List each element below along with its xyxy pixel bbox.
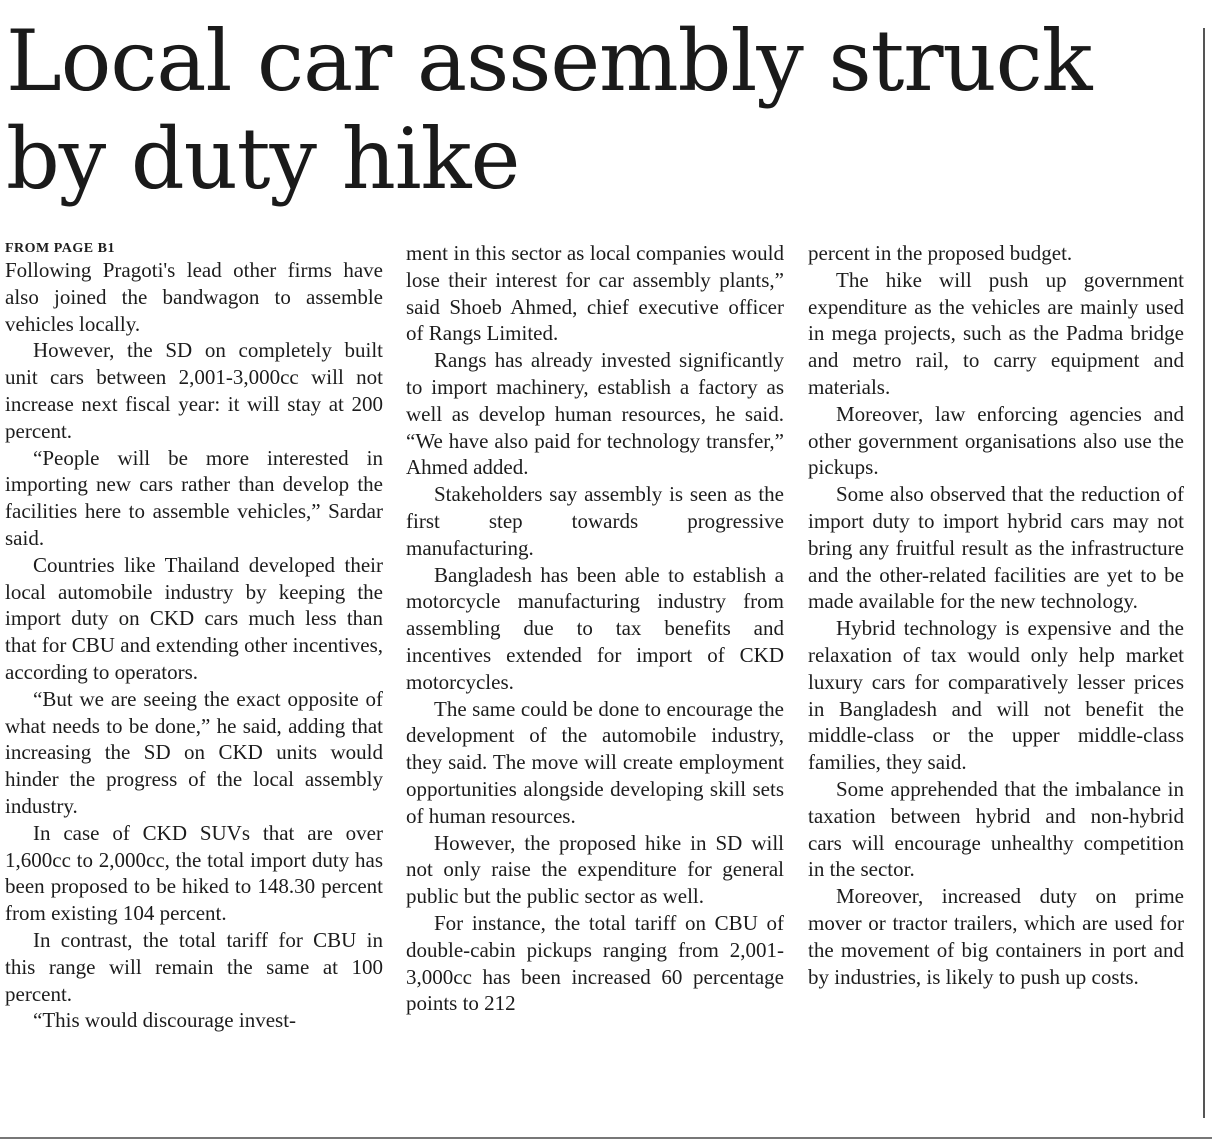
paragraph: The same could be done to encourage the development of the automobile industry, they said. The move will create employment opportunities alongside developing skill sets of human resources. — [406, 696, 784, 828]
paragraph: “But we are seeing the exact opposite of what needs to be done,” he said, adding that increasing the SD on CKD units would hinder the progress of the local assembly industry. — [5, 686, 383, 818]
paragraph: However, the proposed hike in SD will not only raise the expenditure for general public but the public sector as well. — [406, 830, 784, 909]
headline — [6, 12, 1186, 208]
paragraph: In case of CKD SUVs that are over 1,600cc to 2,000cc, the total import duty has been proposed to be hiked to 148.30 percent from existing 104 percent. — [5, 820, 383, 926]
paragraph-continued: percent in the proposed budget. — [808, 241, 1073, 265]
paragraph: Rangs has already invested significantly to import machinery, establish a factory as well as develop human resources, he said. “We have also paid for technology transfer,” Ahmed added. — [406, 348, 784, 480]
paragraph: Bangladesh has been able to establish a motorcycle manufacturing industry from assembling due to tax benefits and incentives extended for import of CKD motorcycles. — [406, 562, 784, 694]
paragraph: Stakeholders say assembly is seen as the first step towards progressive manufacturing. — [406, 482, 784, 560]
column-rule-right — [1203, 28, 1205, 1118]
paragraph: “This would discourage invest- — [33, 1008, 297, 1033]
bottom-rule — [0, 1137, 1212, 1139]
paragraph: Some also observed that the reduction of import duty to import hybrid cars may not bring any fruitful result as the infrastructure and the other-related facilities are yet to be made available for the new technology. — [808, 482, 1184, 614]
paragraph: “People will be more interested in importing new cars rather than develop the facilities here to assemble vehicles,” Sardar said. — [5, 445, 383, 550]
paragraph: In contrast, the total tariff for CBU in this range will remain the same at 100 percent. — [5, 927, 383, 1006]
paragraph: Hybrid technology is expensive and the relaxation of tax would only help market luxury cars for comparatively lesser prices in Bangladesh and will not benefit the middle-class or the upper middle-class families, they said. — [808, 616, 1184, 775]
paragraph: Some apprehended that the imbalance in taxation between hybrid and non-hybrid cars will encourage unhealthy competition in the sector. — [808, 776, 1184, 882]
paragraph: Following Pragoti's lead other firms have also joined the bandwagon to assemble vehicles locally. — [5, 258, 383, 336]
paragraph: Moreover, law enforcing agencies and other government organisations also use the pickups. — [808, 401, 1184, 480]
headline-line-1: Local car assembly struck — [6, 12, 1092, 110]
paragraph: Countries like Thailand developed their local automobile industry by keeping the import duty on CKD cars much less than that for CBU and extending other incentives, according to operators. — [5, 552, 383, 684]
article-column-3 — [808, 240, 1184, 990]
kicker: FROM PAGE B1 — [5, 241, 115, 256]
paragraph: Moreover, increased duty on prime mover or tractor trailers, which are used for the movement of big containers in port and by industries, is likely to push up costs. — [808, 884, 1184, 989]
paragraph: However, the SD on completely built unit cars between 2,001-3,000cc will not increase next fiscal year: it will stay at 200 percent. — [5, 338, 383, 443]
paragraph: For instance, the total tariff on CBU of double-cabin pickups ranging from 2,001-3,000cc has been increased 60 percentage points to 212 — [406, 910, 784, 1016]
headline-line-2: by duty hike — [6, 110, 520, 208]
paragraph: The hike will push up government expenditure as the vehicles are mainly used in mega projects, such as the Padma bridge and metro rail, to carry equipment and materials. — [808, 267, 1184, 399]
paragraph-continued: ment in this sector as local companies would lose their interest for car assembly plants,” said Shoeb Ahmed, chief executive officer of Rangs Limited. — [406, 241, 784, 346]
article-column-2 — [406, 240, 784, 1017]
article-column-1 — [5, 240, 383, 1034]
